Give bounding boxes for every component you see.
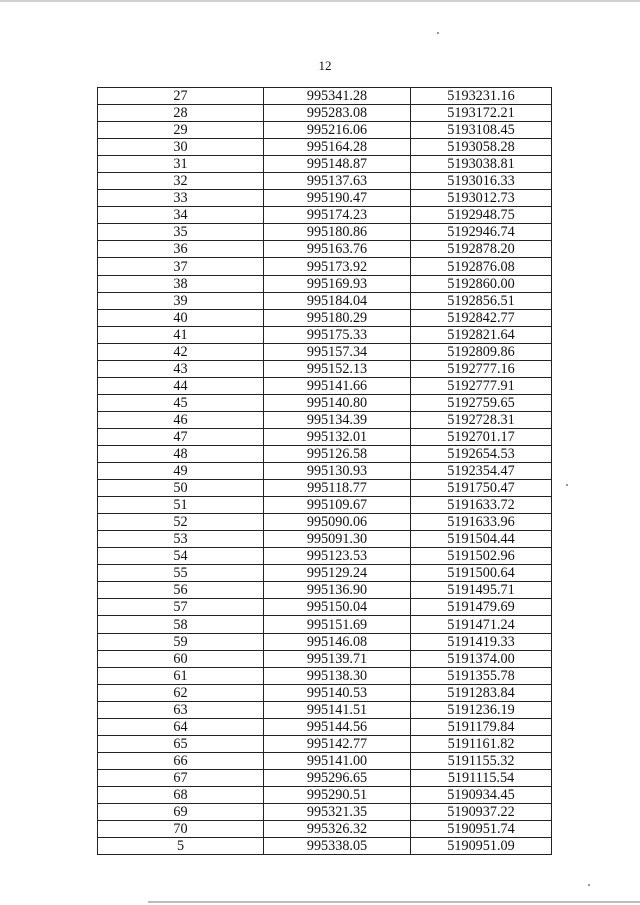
point-number-cell: 36 [98,241,264,258]
x-coordinate-cell: 995190.47 [264,190,411,207]
y-coordinate-cell: 5193231.16 [411,88,552,105]
y-coordinate-cell: 5191479.69 [411,599,552,616]
table-row [98,292,552,309]
y-coordinate-cell: 5191419.33 [411,633,552,650]
x-coordinate-cell: 995118.77 [264,480,411,497]
table-row [98,241,552,258]
point-number-cell: 70 [98,821,264,838]
table-row [98,497,552,514]
table-row [98,411,552,428]
x-coordinate-cell: 995123.53 [264,548,411,565]
point-number-cell: 35 [98,224,264,241]
table-row [98,735,552,752]
point-number-cell: 61 [98,667,264,684]
x-coordinate-cell: 995173.92 [264,258,411,275]
x-coordinate-cell: 995142.77 [264,735,411,752]
table-row [98,548,552,565]
point-number-cell: 5 [98,838,264,855]
x-coordinate-cell: 995164.28 [264,139,411,156]
x-coordinate-cell: 995140.53 [264,684,411,701]
x-coordinate-cell: 995091.30 [264,531,411,548]
x-coordinate-cell: 995129.24 [264,565,411,582]
table-row [98,88,552,105]
point-number-cell: 57 [98,599,264,616]
table-row [98,394,552,411]
y-coordinate-cell: 5191633.72 [411,497,552,514]
y-coordinate-cell: 5193016.33 [411,173,552,190]
x-coordinate-cell: 995151.69 [264,616,411,633]
x-coordinate-cell: 995132.01 [264,428,411,445]
table-row [98,701,552,718]
scan-speck [566,484,568,486]
point-number-cell: 52 [98,514,264,531]
x-coordinate-cell: 995184.04 [264,292,411,309]
table-row [98,156,552,173]
point-number-cell: 30 [98,139,264,156]
y-coordinate-cell: 5192759.65 [411,394,552,411]
table-row [98,565,552,582]
point-number-cell: 69 [98,803,264,820]
x-coordinate-cell: 995283.08 [264,105,411,122]
table-row [98,258,552,275]
point-number-cell: 53 [98,531,264,548]
point-number-cell: 47 [98,428,264,445]
y-coordinate-cell: 5192777.16 [411,360,552,377]
table-row [98,752,552,769]
point-number-cell: 64 [98,718,264,735]
y-coordinate-cell: 5191355.78 [411,667,552,684]
point-number-cell: 44 [98,377,264,394]
x-coordinate-cell: 995090.06 [264,514,411,531]
table-row [98,275,552,292]
table-row [98,667,552,684]
point-number-cell: 51 [98,497,264,514]
x-coordinate-cell: 995169.93 [264,275,411,292]
table-row [98,514,552,531]
y-coordinate-cell: 5191500.64 [411,565,552,582]
y-coordinate-cell: 5190951.74 [411,821,552,838]
point-number-cell: 54 [98,548,264,565]
table-row [98,377,552,394]
point-number-cell: 66 [98,752,264,769]
x-coordinate-cell: 995150.04 [264,599,411,616]
x-coordinate-cell: 995140.80 [264,394,411,411]
x-coordinate-cell: 995157.34 [264,343,411,360]
point-number-cell: 68 [98,786,264,803]
table-row [98,633,552,650]
y-coordinate-cell: 5192354.47 [411,463,552,480]
table-row [98,139,552,156]
table-row [98,224,552,241]
x-coordinate-cell: 995152.13 [264,360,411,377]
point-number-cell: 37 [98,258,264,275]
coordinates-table [97,87,552,855]
point-number-cell: 55 [98,565,264,582]
y-coordinate-cell: 5192856.51 [411,292,552,309]
x-coordinate-cell: 995136.90 [264,582,411,599]
point-number-cell: 56 [98,582,264,599]
y-coordinate-cell: 5192777.91 [411,377,552,394]
x-coordinate-cell: 995134.39 [264,411,411,428]
table-row [98,445,552,462]
x-coordinate-cell: 995180.86 [264,224,411,241]
point-number-cell: 50 [98,480,264,497]
table-row [98,343,552,360]
point-number-cell: 60 [98,650,264,667]
top-scan-edge [0,0,640,2]
x-coordinate-cell: 995326.32 [264,821,411,838]
point-number-cell: 45 [98,394,264,411]
table-row [98,105,552,122]
y-coordinate-cell: 5193038.81 [411,156,552,173]
point-number-cell: 28 [98,105,264,122]
table-row [98,480,552,497]
table-row [98,684,552,701]
x-coordinate-cell: 995138.30 [264,667,411,684]
y-coordinate-cell: 5192860.00 [411,275,552,292]
point-number-cell: 59 [98,633,264,650]
y-coordinate-cell: 5192809.86 [411,343,552,360]
bottom-scan-edge [148,901,640,903]
point-number-cell: 49 [98,463,264,480]
table-row [98,309,552,326]
point-number-cell: 63 [98,701,264,718]
y-coordinate-cell: 5192821.64 [411,326,552,343]
y-coordinate-cell: 5190951.09 [411,838,552,855]
x-coordinate-cell: 995296.65 [264,769,411,786]
table-row [98,173,552,190]
point-number-cell: 33 [98,190,264,207]
x-coordinate-cell: 995130.93 [264,463,411,480]
table-row [98,531,552,548]
x-coordinate-cell: 995126.58 [264,445,411,462]
table-row [98,326,552,343]
table-row [98,599,552,616]
point-number-cell: 46 [98,411,264,428]
x-coordinate-cell: 995341.28 [264,88,411,105]
x-coordinate-cell: 995141.00 [264,752,411,769]
point-number-cell: 48 [98,445,264,462]
y-coordinate-cell: 5192654.53 [411,445,552,462]
y-coordinate-cell: 5191504.44 [411,531,552,548]
y-coordinate-cell: 5191179.84 [411,718,552,735]
table-row [98,786,552,803]
point-number-cell: 65 [98,735,264,752]
x-coordinate-cell: 995137.63 [264,173,411,190]
point-number-cell: 31 [98,156,264,173]
point-number-cell: 43 [98,360,264,377]
table-row [98,428,552,445]
point-number-cell: 34 [98,207,264,224]
y-coordinate-cell: 5192728.31 [411,411,552,428]
table-row [98,122,552,139]
table-row [98,769,552,786]
table-row [98,838,552,855]
y-coordinate-cell: 5191633.96 [411,514,552,531]
point-number-cell: 42 [98,343,264,360]
x-coordinate-cell: 995163.76 [264,241,411,258]
x-coordinate-cell: 995141.66 [264,377,411,394]
y-coordinate-cell: 5191750.47 [411,480,552,497]
point-number-cell: 27 [98,88,264,105]
table-row [98,616,552,633]
table-row [98,821,552,838]
table-row [98,650,552,667]
y-coordinate-cell: 5191471.24 [411,616,552,633]
y-coordinate-cell: 5191283.84 [411,684,552,701]
x-coordinate-cell: 995180.29 [264,309,411,326]
y-coordinate-cell: 5193108.45 [411,122,552,139]
y-coordinate-cell: 5193172.21 [411,105,552,122]
scan-speck [437,32,439,34]
point-number-cell: 40 [98,309,264,326]
point-number-cell: 62 [98,684,264,701]
x-coordinate-cell: 995141.51 [264,701,411,718]
x-coordinate-cell: 995139.71 [264,650,411,667]
y-coordinate-cell: 5190937.22 [411,803,552,820]
coordinates-table-body [98,88,552,855]
y-coordinate-cell: 5192878.20 [411,241,552,258]
x-coordinate-cell: 995338.05 [264,838,411,855]
y-coordinate-cell: 5191155.32 [411,752,552,769]
y-coordinate-cell: 5191115.54 [411,769,552,786]
table-row [98,207,552,224]
y-coordinate-cell: 5191161.82 [411,735,552,752]
y-coordinate-cell: 5193058.28 [411,139,552,156]
x-coordinate-cell: 995144.56 [264,718,411,735]
y-coordinate-cell: 5192948.75 [411,207,552,224]
point-number-cell: 39 [98,292,264,309]
y-coordinate-cell: 5191502.96 [411,548,552,565]
y-coordinate-cell: 5192946.74 [411,224,552,241]
y-coordinate-cell: 5192701.17 [411,428,552,445]
table-row [98,463,552,480]
x-coordinate-cell: 995216.06 [264,122,411,139]
table-row [98,190,552,207]
y-coordinate-cell: 5191374.00 [411,650,552,667]
y-coordinate-cell: 5191495.71 [411,582,552,599]
y-coordinate-cell: 5192842.77 [411,309,552,326]
y-coordinate-cell: 5191236.19 [411,701,552,718]
x-coordinate-cell: 995174.23 [264,207,411,224]
x-coordinate-cell: 995148.87 [264,156,411,173]
x-coordinate-cell: 995290.51 [264,786,411,803]
table-row [98,718,552,735]
table-row [98,582,552,599]
x-coordinate-cell: 995146.08 [264,633,411,650]
scan-speck [588,884,590,886]
point-number-cell: 41 [98,326,264,343]
point-number-cell: 67 [98,769,264,786]
point-number-cell: 32 [98,173,264,190]
x-coordinate-cell: 995175.33 [264,326,411,343]
y-coordinate-cell: 5193012.73 [411,190,552,207]
y-coordinate-cell: 5190934.45 [411,786,552,803]
page-number: 12 [318,58,332,73]
point-number-cell: 58 [98,616,264,633]
point-number-cell: 38 [98,275,264,292]
table-row [98,803,552,820]
x-coordinate-cell: 995109.67 [264,497,411,514]
table-row [98,360,552,377]
x-coordinate-cell: 995321.35 [264,803,411,820]
point-number-cell: 29 [98,122,264,139]
y-coordinate-cell: 5192876.08 [411,258,552,275]
